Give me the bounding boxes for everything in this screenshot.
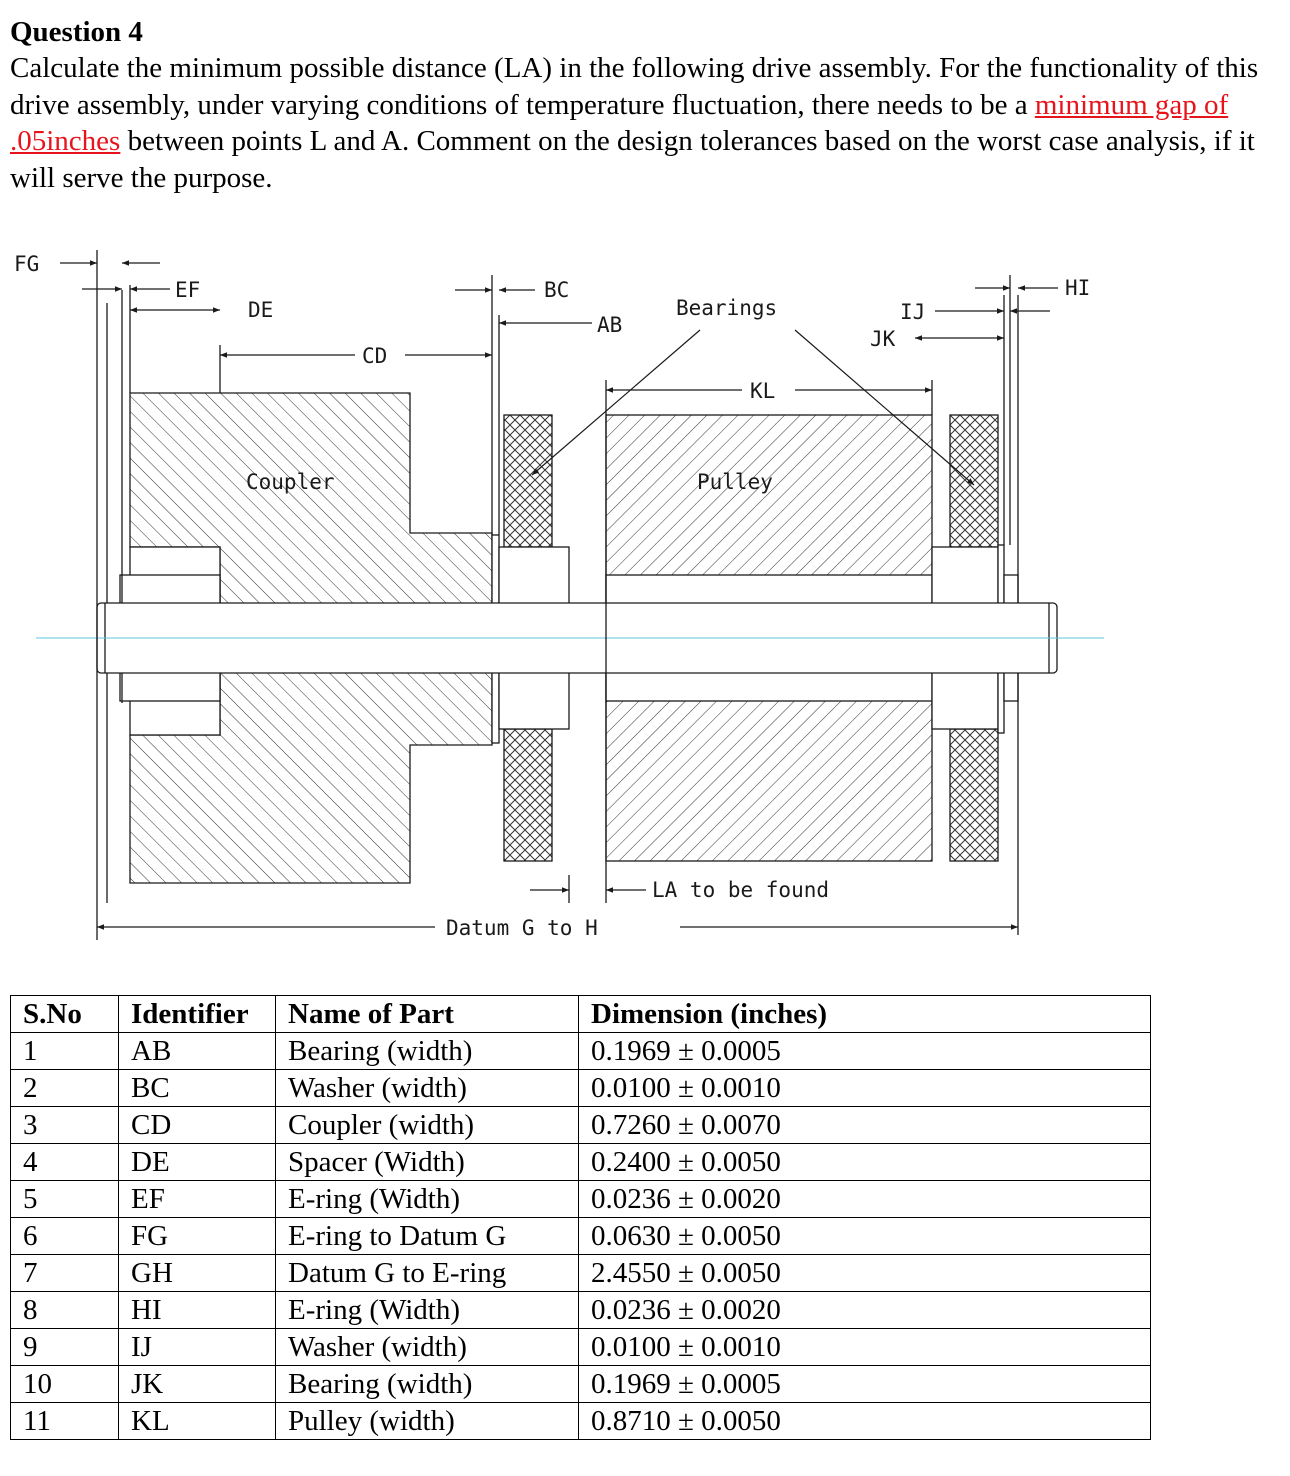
cell-part-name: E-ring (Width): [276, 1181, 579, 1218]
right-bearing-bottom: [950, 729, 998, 861]
label-kl: KL: [750, 379, 776, 403]
right-bearing-top: [950, 415, 998, 547]
cell-part-name: Spacer (Width): [276, 1144, 579, 1181]
cell-identifier: JK: [119, 1366, 276, 1403]
minimum-gap-highlight: minimum gap of .05inches: [10, 88, 1229, 157]
cell-sno: 2: [11, 1070, 119, 1107]
cell-part-name: E-ring to Datum G: [276, 1218, 579, 1255]
label-jk: JK: [870, 327, 896, 351]
question-text-before: Calculate the minimum possible distance (LA) in the following drive assembly. For the functionality of this drive assembly, under varying conditions of temperature fluctuation, there needs to be a: [10, 52, 1259, 121]
header-name: Name of Part: [276, 996, 579, 1033]
table-row: [11, 1292, 1151, 1329]
cell-identifier: KL: [119, 1403, 276, 1440]
cell-dimension: 0.2400 ± 0.0050: [579, 1144, 1151, 1181]
cell-identifier: EF: [119, 1181, 276, 1218]
label-cd: CD: [362, 344, 388, 368]
cell-dimension: 0.7260 ± 0.0070: [579, 1107, 1151, 1144]
cell-dimension: 0.0236 ± 0.0020: [579, 1292, 1151, 1329]
cell-sno: 8: [11, 1292, 119, 1329]
table-row: [11, 1403, 1151, 1440]
cell-dimension: 0.0236 ± 0.0020: [579, 1181, 1151, 1218]
cell-identifier: AB: [119, 1033, 276, 1070]
cell-sno: 11: [11, 1403, 119, 1440]
drive-assembly-drawing: [0, 235, 1290, 955]
header-sno: S.No: [11, 996, 119, 1033]
label-datum: Datum G to H: [446, 916, 598, 940]
label-pulley: Pulley: [697, 470, 773, 494]
cell-sno: 3: [11, 1107, 119, 1144]
table-row: [11, 1255, 1151, 1292]
question-text-after: between points L and A. Comment on the design tolerances based on the worst case analysis, if it will serve the purpose.: [10, 125, 1255, 194]
table-header-row: [11, 996, 1151, 1033]
question-title: Question 4: [10, 16, 143, 48]
cell-part-name: Pulley (width): [276, 1403, 579, 1440]
table-row: [11, 1070, 1151, 1107]
cell-sno: 4: [11, 1144, 119, 1181]
left-bearing-bottom: [504, 729, 552, 861]
cell-dimension: 0.1969 ± 0.0005: [579, 1033, 1151, 1070]
cell-dimension: 0.0100 ± 0.0010: [579, 1070, 1151, 1107]
cell-identifier: FG: [119, 1218, 276, 1255]
cell-identifier: BC: [119, 1070, 276, 1107]
table-row: [11, 1366, 1151, 1403]
cell-part-name: Washer (width): [276, 1329, 579, 1366]
question-text: [10, 50, 1280, 196]
cell-sno: 1: [11, 1033, 119, 1070]
cell-identifier: GH: [119, 1255, 276, 1292]
cell-part-name: Bearing (width): [276, 1366, 579, 1403]
cell-dimension: 0.0630 ± 0.0050: [579, 1218, 1151, 1255]
cell-sno: 6: [11, 1218, 119, 1255]
cell-dimension: 0.0100 ± 0.0010: [579, 1329, 1151, 1366]
cell-part-name: E-ring (Width): [276, 1292, 579, 1329]
cell-sno: 10: [11, 1366, 119, 1403]
label-bearings: Bearings: [676, 296, 778, 320]
cell-identifier: DE: [119, 1144, 276, 1181]
geometry: [36, 250, 1104, 940]
cell-identifier: HI: [119, 1292, 276, 1329]
cell-part-name: Coupler (width): [276, 1107, 579, 1144]
table-row: [11, 1329, 1151, 1366]
question-block: [10, 14, 1280, 196]
label-hi: HI: [1065, 276, 1091, 300]
label-ab: AB: [597, 313, 623, 337]
table-row: [11, 1181, 1151, 1218]
cell-part-name: Bearing (width): [276, 1033, 579, 1070]
table-row: [11, 1144, 1151, 1181]
cell-dimension: 0.1969 ± 0.0005: [579, 1366, 1151, 1403]
table-body: [11, 1033, 1151, 1440]
header-identifier: Identifier: [119, 996, 276, 1033]
cell-part-name: Washer (width): [276, 1070, 579, 1107]
label-coupler: Coupler: [246, 470, 335, 494]
label-ef: EF: [175, 278, 201, 302]
cell-identifier: CD: [119, 1107, 276, 1144]
parts-table: [10, 995, 1151, 1440]
cell-dimension: 2.4550 ± 0.0050: [579, 1255, 1151, 1292]
cell-sno: 7: [11, 1255, 119, 1292]
label-la: LA to be found: [652, 878, 830, 902]
header-dimension: Dimension (inches): [579, 996, 1151, 1033]
label-fg: FG: [14, 252, 40, 276]
label-ij: IJ: [900, 300, 926, 324]
table-row: [11, 1033, 1151, 1070]
label-bc: BC: [544, 278, 570, 302]
table-row: [11, 1218, 1151, 1255]
cell-sno: 9: [11, 1329, 119, 1366]
cell-dimension: 0.8710 ± 0.0050: [579, 1403, 1151, 1440]
left-bearing-top: [504, 415, 552, 547]
cell-part-name: Datum G to E-ring: [276, 1255, 579, 1292]
table-row: [11, 1107, 1151, 1144]
cell-sno: 5: [11, 1181, 119, 1218]
label-de: DE: [248, 298, 274, 322]
cell-identifier: IJ: [119, 1329, 276, 1366]
